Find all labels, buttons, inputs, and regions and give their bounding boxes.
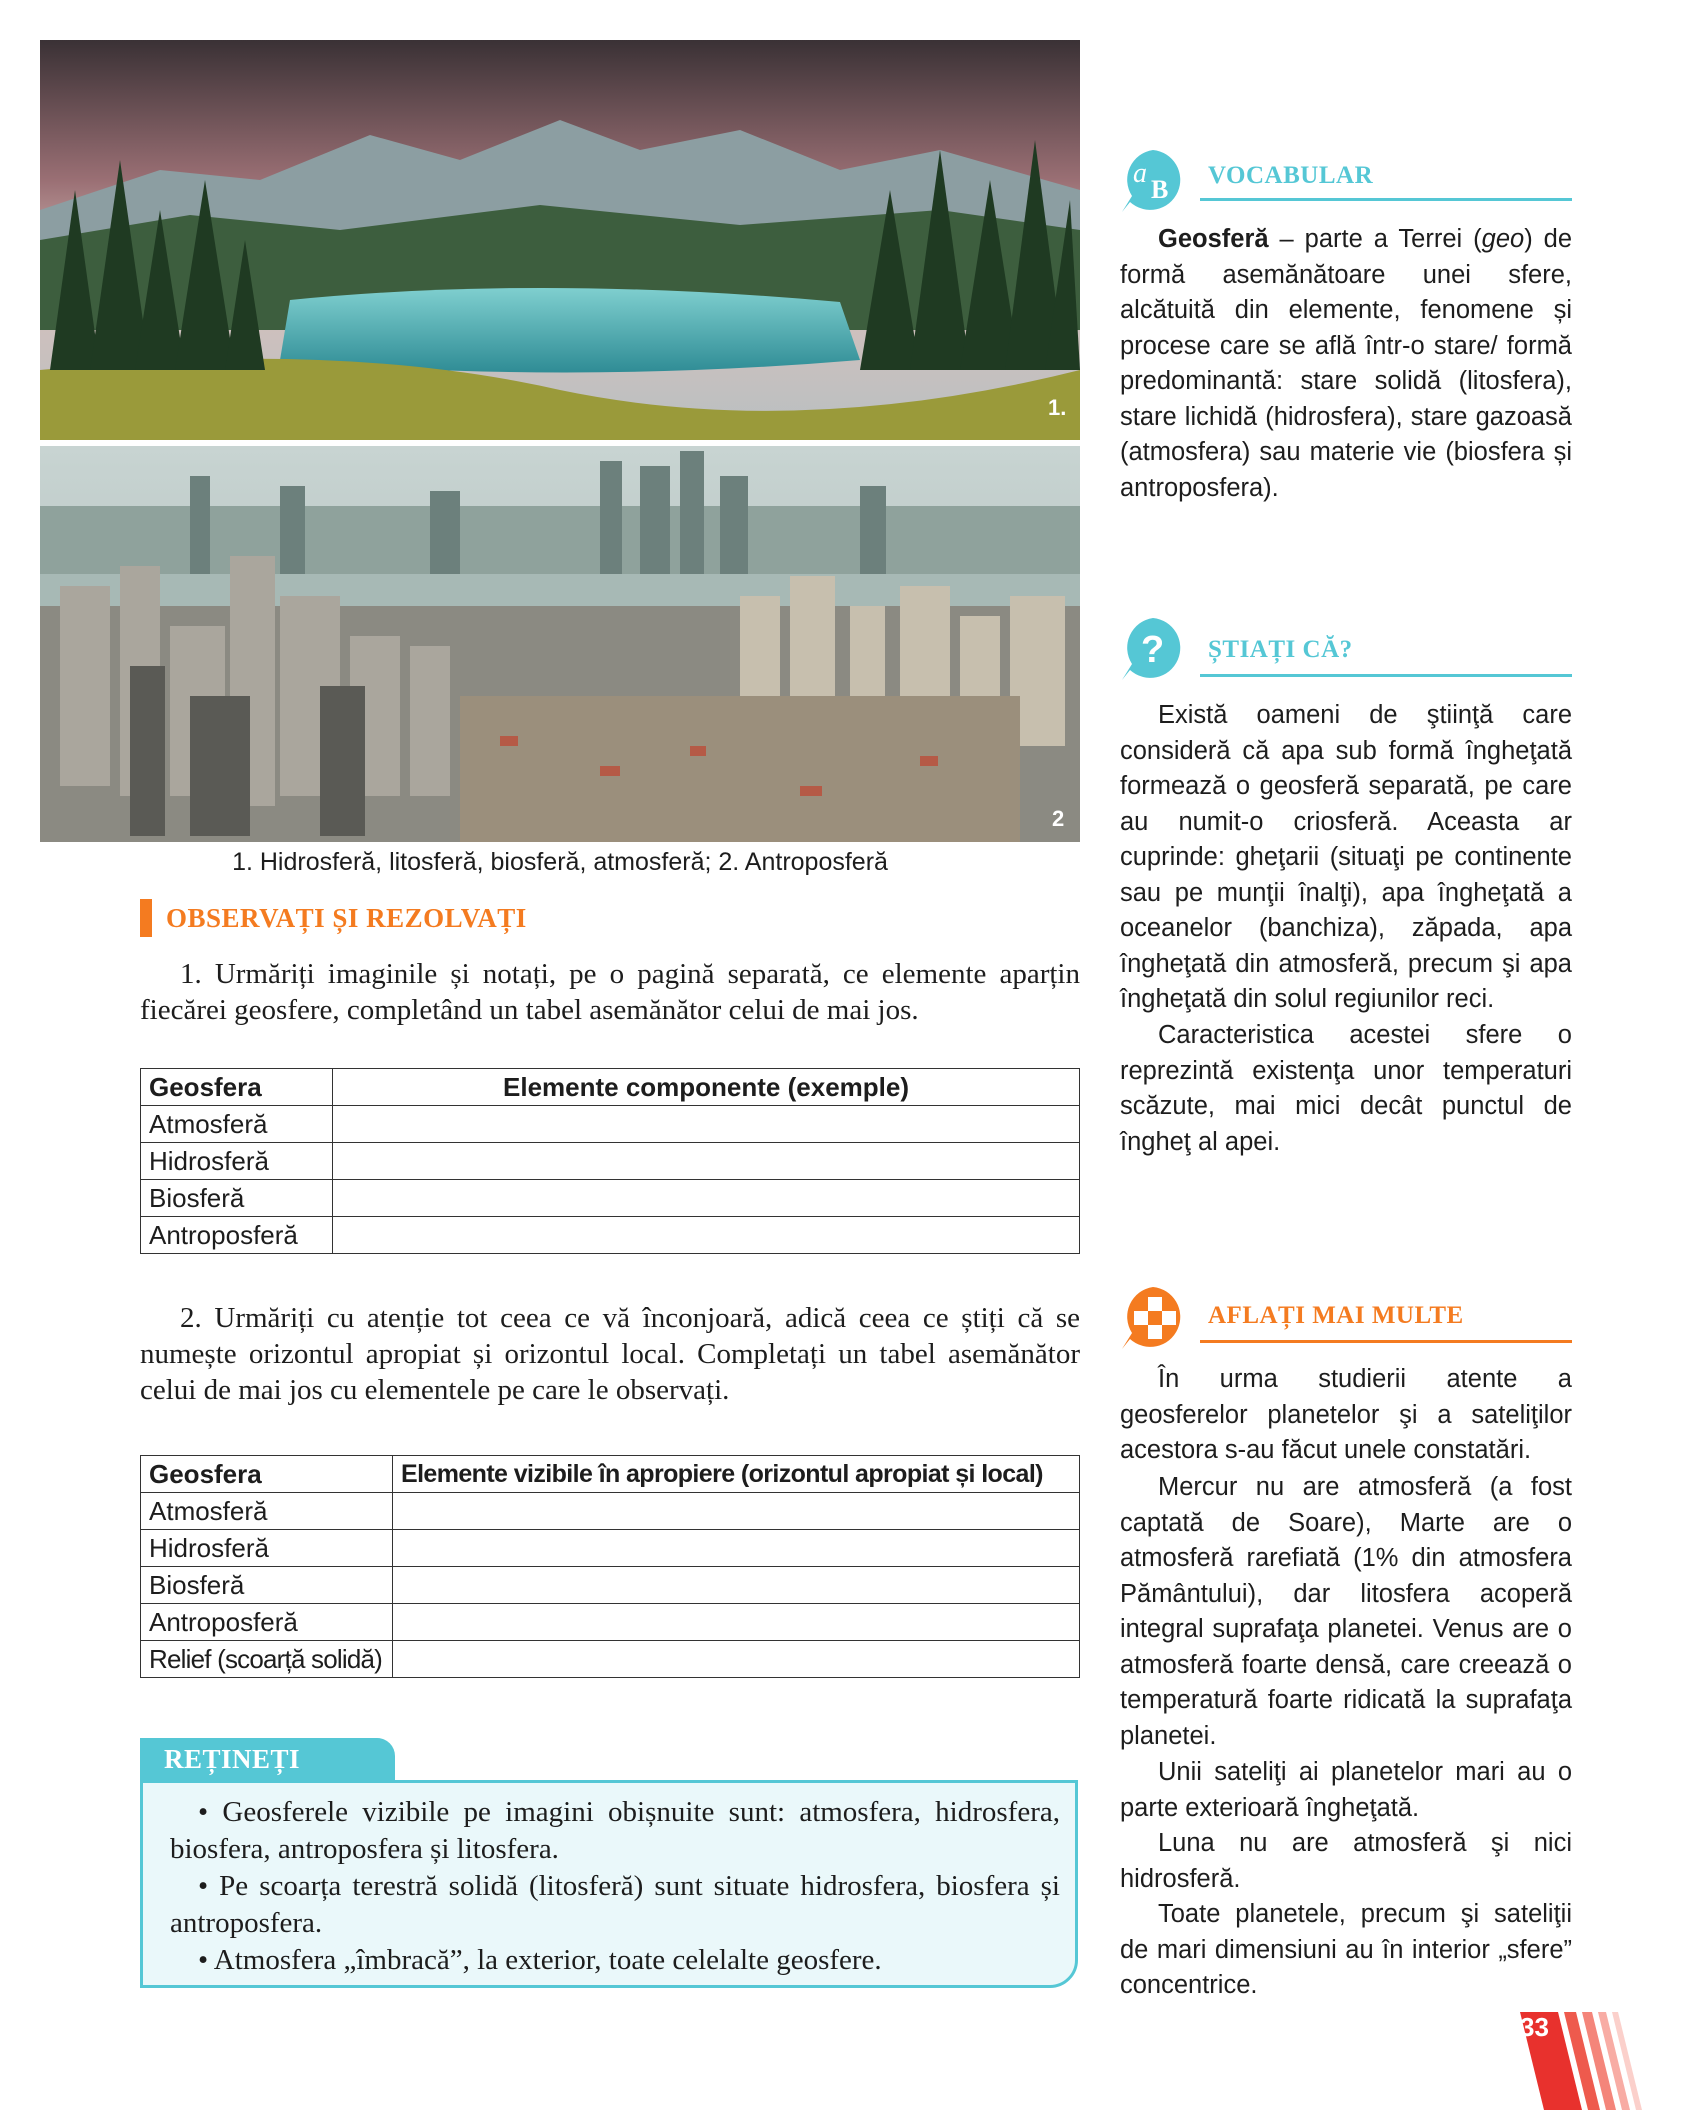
definition-geo: geo: [1481, 225, 1525, 253]
geosphere-table-2: [140, 1455, 1080, 1678]
table2-header-geosfera: Geosfera: [141, 1456, 393, 1493]
table-cell-empty: [333, 1106, 1080, 1143]
task-1-text: [140, 956, 1080, 1028]
city-photo: [40, 446, 1080, 842]
stiati-divider: [1200, 674, 1572, 677]
table-cell-empty: [393, 1493, 1080, 1530]
aflati-divider: [1200, 1340, 1572, 1343]
aflati-paragraph: Unii sateliţi ai planetelor mari au o parte exterioară îngheţată.: [1120, 1758, 1572, 1822]
stiati-paragraph-1: Există oameni de ştiinţă care consideră că apa sub formă îngheţată formează o geosferă separată, pe care au numit-o criosferă. Aceasta ar cuprinde: gheţarii (situaţi pe continente sau pe munţii înalţi), apa îngheţată a oceanelor (banchiza), zăpada, apa îngheţată din atmosferă, precum şi apa îngheţată din solul regiunilor reci.: [1120, 701, 1572, 1013]
stiati-title: ȘTIAȚI CĂ?: [1208, 636, 1353, 663]
svg-text:?: ?: [1141, 629, 1165, 671]
stiati-paragraph-2: Caracteristica acestei sfere o reprezintă existenţa unor temperaturi scăzute, mai mici decât punctul de îngheţ al apei.: [1120, 1021, 1572, 1156]
table1-header-geosfera: Geosfera: [141, 1069, 333, 1106]
table-row: [141, 1180, 1080, 1217]
table-cell: Hidrosferă: [141, 1143, 333, 1180]
table-cell-empty: [393, 1604, 1080, 1641]
table-cell-empty: [333, 1217, 1080, 1254]
table-row: [141, 1567, 1080, 1604]
page-number: 33: [1520, 2012, 1549, 2042]
vocabular-definition: [1120, 222, 1572, 506]
retineti-item: • Atmosfera „îmbracă”, la exterior, toate celelalte geosfere.: [198, 1944, 882, 1976]
svg-text:B: B: [1151, 175, 1169, 204]
table-cell: Biosferă: [141, 1567, 393, 1604]
retineti-item: • Pe scoarța terestră solidă (litosferă) sunt situate hidrosfera, biosfera și antroposfera.: [170, 1870, 1060, 1939]
retineti-title: REȚINEȚI: [164, 1744, 301, 1774]
vocabular-term: Geosferă: [1158, 225, 1269, 253]
table-cell-empty: [333, 1143, 1080, 1180]
table-row: [141, 1604, 1080, 1641]
aflati-paragraph: În urma studierii atente a geosferelor planetelor şi a sateliţilor acestora s-au făcut unele constatări.: [1120, 1365, 1572, 1464]
table-cell-empty: [393, 1530, 1080, 1567]
city-illustration: [40, 446, 1080, 842]
table1-header-elemente: Elemente componente (exemple): [333, 1069, 1080, 1106]
observati-title: OBSERVAȚI ȘI REZOLVAȚI: [166, 902, 527, 933]
landscape-photo: [40, 40, 1080, 440]
photo-caption: 1. Hidrosferă, litosferă, biosferă, atmosferă; 2. Antroposferă: [232, 848, 888, 876]
task-2-label: 2. Urmăriți cu atenție tot ceea ce vă înconjoară, adică ceea ce știți că se numește orizontul apropiat și orizontul local. Completați un tabel asemănător celui de mai jos cu elementele pe care le observați.: [140, 1302, 1080, 1406]
table2-header-elemente: Elemente vizibile în apropiere (orizontul apropiat și local): [393, 1456, 1080, 1493]
table-row: [141, 1530, 1080, 1567]
retineti-item: • Geosferele vizibile pe imagini obișnuite sunt: atmosfera, hidrosfera, biosfera, antroposfera și litosfera.: [170, 1796, 1060, 1865]
photo-number-2: 2: [1052, 806, 1065, 831]
observati-heading: [140, 900, 527, 936]
table-row: [141, 1493, 1080, 1530]
vocabular-icon: [1118, 146, 1188, 216]
aflati-paragraph: Toate planetele, precum şi sateliţii de mari dimensiuni au în interior „sfere” concentrice.: [1120, 1900, 1572, 1999]
table-cell: Relief (scoarță solidă): [141, 1641, 393, 1678]
task-2-text: [140, 1300, 1080, 1408]
retineti-tab: [140, 1738, 395, 1780]
table-row: [141, 1143, 1080, 1180]
table-cell: Atmosferă: [141, 1493, 393, 1530]
table-cell: Biosferă: [141, 1180, 333, 1217]
puzzle-icon: [1118, 1283, 1188, 1353]
task-1-label: 1. Urmăriți imaginile și notați, pe o pagină separată, ce elemente aparțin fiecărei geosfere, completând un tabel asemănător celui de mai jos.: [140, 958, 1080, 1026]
definition-part1: – parte a Terrei (: [1268, 225, 1482, 253]
aflati-paragraph: Luna nu are atmosferă şi nici hidrosferă.: [1120, 1829, 1572, 1893]
table-cell: Hidrosferă: [141, 1530, 393, 1567]
table-cell: Atmosferă: [141, 1106, 333, 1143]
table-cell: Antroposferă: [141, 1217, 333, 1254]
heading-marker: [140, 899, 152, 937]
photo-number-1: 1.: [1048, 395, 1067, 420]
question-icon: [1118, 614, 1188, 684]
table-row: [141, 1641, 1080, 1678]
table-cell: Antroposferă: [141, 1604, 393, 1641]
aflati-paragraph: Mercur nu are atmosferă (a fost captată de Soare), Marte are o atmosferă rarefiată (1% din atmosfera Pământului), dar litosfera acoperă integral suprafaţa planetei. Venus are o atmosferă foarte densă, care creează o temperatură foarte ridicată la suprafaţa planetei.: [1120, 1473, 1572, 1750]
vocabular-title: VOCABULAR: [1208, 162, 1374, 189]
aflati-title: AFLAȚI MAI MULTE: [1208, 1302, 1464, 1329]
definition-part2: ) de formă asemănătoare unei sfere, alcătuită din elemente, fenomene și procese care se află într-o stare/ formă predominantă: stare solidă (litosfera), stare lichidă (hidrosfera), stare gazoasă (atmosfera) sau materie vie (biosfera și antroposfera).: [1120, 225, 1573, 502]
vocabular-divider: [1200, 198, 1572, 201]
landscape-illustration: [40, 40, 1080, 440]
table-row: [141, 1106, 1080, 1143]
table-cell-empty: [333, 1180, 1080, 1217]
table-row: [141, 1217, 1080, 1254]
svg-text:a: a: [1133, 158, 1147, 189]
geosphere-table-1: [140, 1068, 1080, 1254]
table-cell-empty: [393, 1567, 1080, 1604]
table-cell-empty: [393, 1641, 1080, 1678]
